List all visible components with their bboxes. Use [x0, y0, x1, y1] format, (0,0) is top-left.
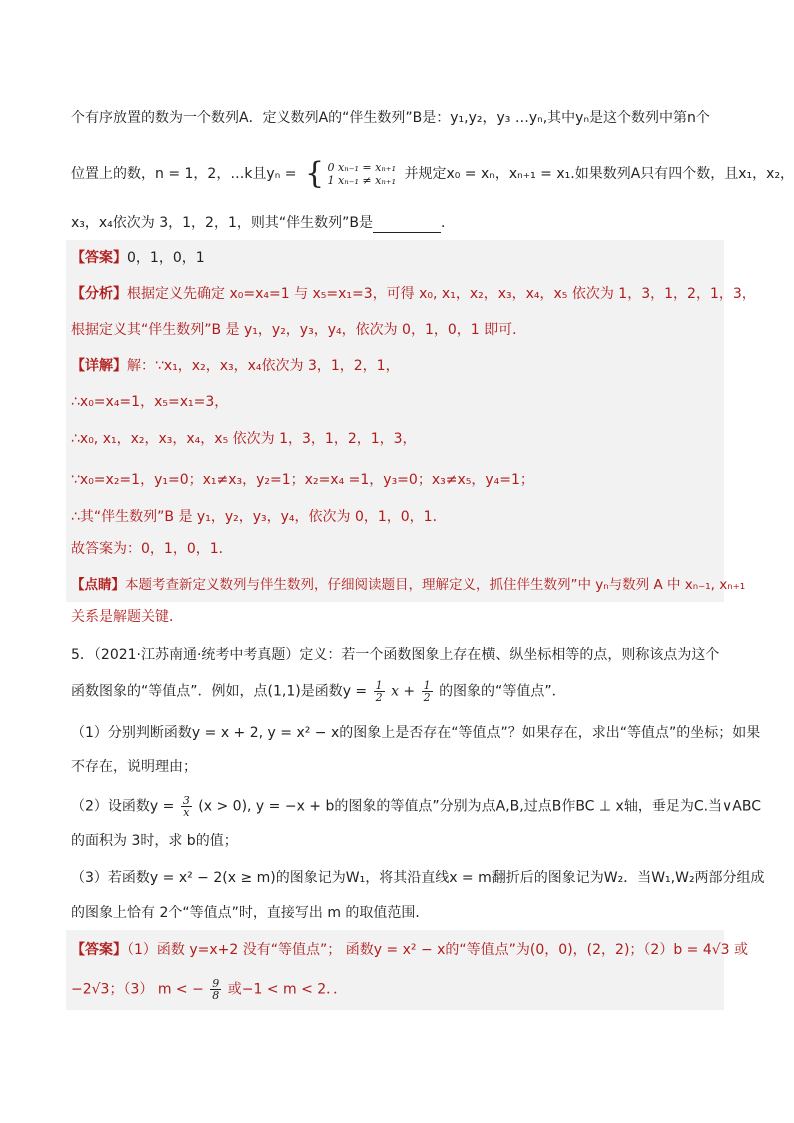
- problem4-line3-text: x₃，x₄依次为 3，1，2，1，则其“伴生数列”B是: [71, 215, 373, 231]
- detail4-line5: ∴其“伴生数列”B 是 y₁，y₂，y₃，y₄，依次为 0，1，0，1．: [71, 509, 447, 525]
- problem5-line2-mid: x +: [391, 683, 416, 700]
- problem5-q1-line1: （1）分别判断函数y = x + 2, y = x² − x的图象上是否存在“等值点”？如果存在，求出“等值点”的坐标；如果: [71, 725, 761, 741]
- detail4-line3: ∴x₀, x₁，x₂，x₃，x₄，x₅ 依次为 1，3，1，2，1，3，: [71, 431, 417, 447]
- problem5-q2-post: (x > 0), y = −x + b的图象的等值点”分别为点A,B,过点B作BC ⊥ x轴，垂足为C.当∨ABC: [198, 798, 762, 815]
- answer4-line: [71, 248, 205, 268]
- comment4-line2: 关系是解题关键．: [71, 609, 183, 625]
- problem5-q2-line1: [71, 795, 761, 818]
- problem5-q2-line2: 的面积为 3时，求 b的值；: [71, 833, 238, 849]
- fraction-nine-eighths: $\frac{9}{8}$: [212, 977, 220, 1002]
- answer5-line2: [71, 978, 347, 1001]
- piecewise-row1: 0 xₙ₋₁ = xₙ₊₁: [327, 161, 396, 174]
- problem5-q3-line1: （3）若函数y = x² − 2(x ≥ m)的图象记为W₁，将其沿直线x = m翻折后的图象记为W₂．当W₁,W₂两部分组成: [71, 870, 765, 886]
- fraction-three-over-x: $\frac{3}{x}$: [182, 794, 190, 819]
- problem5-q3-line2: 的图象上恰有 2个“等值点”时，直接写出 m 的取值范围．: [71, 905, 430, 921]
- fraction-one-half-b: $\frac{1}{2}$: [423, 679, 431, 704]
- analysis4-line1: [71, 284, 756, 304]
- analysis4-tag: 【分析】: [71, 286, 127, 302]
- comment4-text1: 本题考查新定义数列与伴生数列，仔细阅读题目，理解定义，抓住伴生数列”中 yₙ与数列 A 中 xₙ₋₁, xₙ₊₁: [125, 577, 746, 593]
- detail4-text1: 解：∵x₁，x₂，x₃，x₄依次为 3，1，2，1，: [127, 358, 400, 374]
- problem4-line2-post: 并规定x₀ = xₙ，xₙ₊₁ = x₁.如果数列A只有四个数，且x₁，x₂，: [404, 166, 794, 182]
- detail4-line6: 故答案为：0，1，0，1．: [71, 541, 233, 557]
- answer5-tag: 【答案】: [71, 942, 127, 958]
- analysis4-text1: 根据定义先确定 x₀=x₄=1 与 x₅=x₁=3，可得 x₀, x₁，x₂，x₃，x₄，x₅ 依次为 1，3，1，2，1，3，: [127, 286, 756, 302]
- problem5-q1-line2: 不存在，说明理由；: [71, 759, 197, 775]
- answer5-line2-post: 或−1 < m < 2．．: [227, 981, 348, 998]
- comment4-tag: 【点睛】: [71, 577, 125, 593]
- problem4-line1: 个有序放置的数为一个数列A．定义数列A的“伴生数列”B是：y₁,y₂，y₃ …yₙ,其中yₙ是这个数列中第n个: [71, 110, 710, 126]
- detail4-line1: [71, 356, 400, 376]
- fraction-one-half-a: $\frac{1}{2}$: [375, 679, 383, 704]
- problem4-line2-pre: 位置上的数，n = 1，2，…k且yₙ =: [71, 166, 297, 182]
- problem5-line2-post: 的图象的“等值点”．: [439, 683, 566, 700]
- problem5-line2-pre: 函数图象的“等值点”．例如，点(1,1)是函数y =: [71, 683, 368, 700]
- analysis4-line2: 根据定义其“伴生数列”B 是 y₁，y₂，y₃，y₄，依次为 0，1，0，1 即可．: [71, 322, 527, 338]
- detail4-line4: ∵x₀=x₂=1，y₁=0；x₁≠x₃，y₂=1；x₂=x₄ =1，y₃=0；x₃≠x₅，y₄=1；: [71, 472, 534, 488]
- problem4-line2: [71, 156, 794, 191]
- answer5-line1: [71, 940, 748, 960]
- problem5-line2: [71, 680, 566, 703]
- answer-blank: [373, 218, 441, 233]
- piecewise-definition: { 0 xₙ₋₁ = xₙ₊₁ 1 xₙ₋₁ ≠ xₙ₊₁: [304, 156, 396, 191]
- answer4-tag: 【答案】: [71, 250, 127, 266]
- answer5-line2-pre: −2√3；（3） m < −: [71, 981, 204, 998]
- answer4-text: 0，1，0，1: [127, 250, 205, 266]
- piecewise-row2: 1 xₙ₋₁ ≠ xₙ₊₁: [327, 174, 396, 187]
- problem5-line1: 5．（2021·江苏南通·统考中考真题）定义：若一个函数图象上存在横、纵坐标相等的点，则称该点为这个: [71, 647, 720, 663]
- problem4-line3-end: ．: [440, 215, 455, 231]
- problem5-q2-pre: （2）设函数y =: [71, 798, 175, 815]
- answer5-text1: （1）函数 y=x+2 没有“等值点”； 函数y = x² − x的“等值点”为(0，0)，(2，2)；（2）b = 4√3 或: [127, 942, 749, 958]
- problem4-line3: [71, 213, 455, 233]
- comment4-line1: [71, 575, 745, 595]
- detail4-tag: 【详解】: [71, 358, 127, 374]
- detail4-line2: ∴x₀=x₄=1，x₅=x₁=3，: [71, 394, 229, 410]
